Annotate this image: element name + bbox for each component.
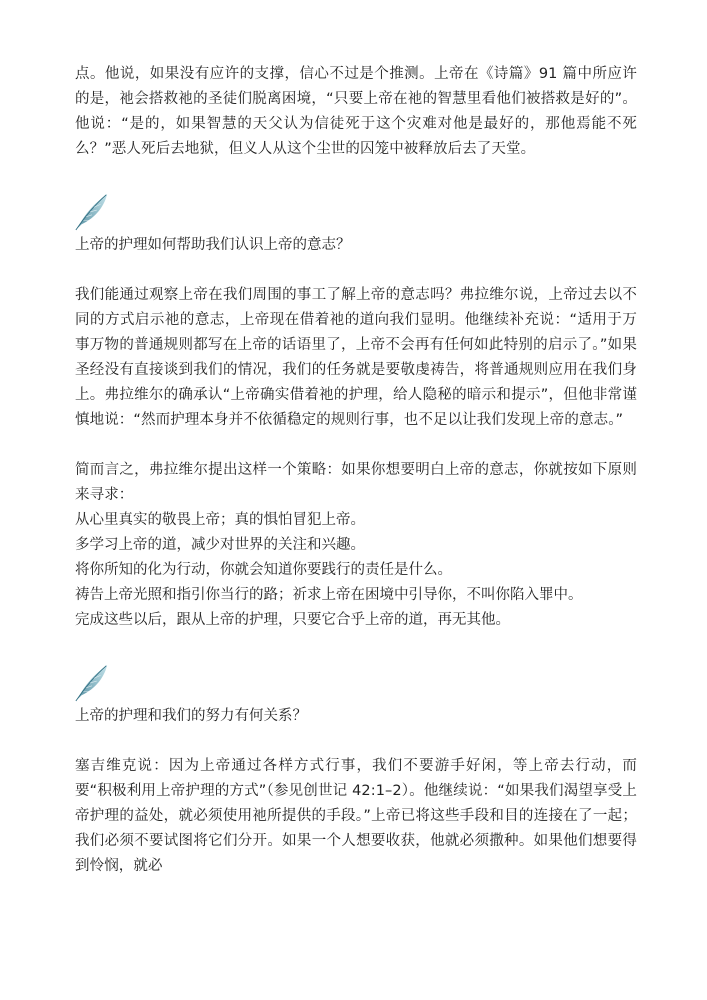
spacer — [75, 162, 637, 187]
spacer — [75, 633, 637, 658]
list-item: 祷告上帝光照和指引你当行的路；祈求上帝在困境中引导你，不叫你陷入罪中。 — [75, 587, 583, 603]
list-item: 从心里真实的敬畏上帝；真的惧怕冒犯上帝。 — [75, 512, 365, 528]
section-heading: 上帝的护理和我们的努力有何关系？ — [75, 708, 307, 724]
spacer — [75, 258, 637, 283]
feather-icon — [73, 662, 111, 702]
paragraph-body: 我们能通过观察上帝在我们周围的事工了解上帝的意志吗？弗拉维尔说，上帝过去以不同的方式启示祂的意志，上帝现在借着祂的道向我们显明。他继续补充说：“适用于万事万物的普通规则都写在上帝的话语里了，上帝不会再有任何如此特别的启示了。”如果圣经没有直接谈到我们的情况，我们的任务就是要敬虔祷告，将普通规则应用在我们身上。弗拉维尔的确承认“上帝确实借着祂的护理，给人隐秘的暗示和提示”，但他非常谨慎地说：“然而护理本身并不依循稳定的规则行事，也不足以让我们发现上帝的意志。” — [75, 287, 637, 428]
paragraph-body: 简而言之，弗拉维尔提出这样一个策略：如果你想要明白上帝的意志，你就按如下原则来寻求： — [75, 462, 637, 503]
paragraph-body: 塞吉维克说：因为上帝通过各样方式行事，我们不要游手好闲，等上帝去行动，而要“积极利用上帝护理的方式”（参见创世记 42:1–2）。他继续说：“如果我们渴望享受上帝护理的益处，就必须使用祂所提供的手段。”上帝已将这些手段和目的连接在了一起；我们必须不要试图将它们分开。如果一个人想要收获，他就必须撒种。如果他们想要得到怜悯，就必 — [75, 758, 637, 874]
spacer — [75, 729, 637, 754]
paragraph-intro: 点。他说，如果没有应许的支撑，信心不过是个推测。上帝在《诗篇》91 篇中所应许的是，祂会搭救祂的圣徒们脱离困境，“只要上帝在祂的智慧里看他们被搭救是好的”。他说：“是的，如果智慧的天父认为信徒死于这个灾难对他是最好的，那他焉能不死么？”恶人死后去地狱，但义人从这个尘世的囚笼中被释放后去了天堂。 — [75, 66, 637, 157]
document-page — [75, 62, 637, 879]
list-item: 多学习上帝的道，减少对世界的关注和兴趣。 — [75, 537, 365, 553]
list-item: 完成这些以后，跟从上帝的护理，只要它合乎上帝的道，再无其他。 — [75, 612, 510, 628]
section-heading: 上帝的护理如何帮助我们认识上帝的意志？ — [75, 237, 351, 253]
list-item: 将你所知的化为行动，你就会知道你要践行的责任是什么。 — [75, 562, 452, 578]
spacer — [75, 433, 637, 458]
feather-icon — [73, 191, 111, 231]
